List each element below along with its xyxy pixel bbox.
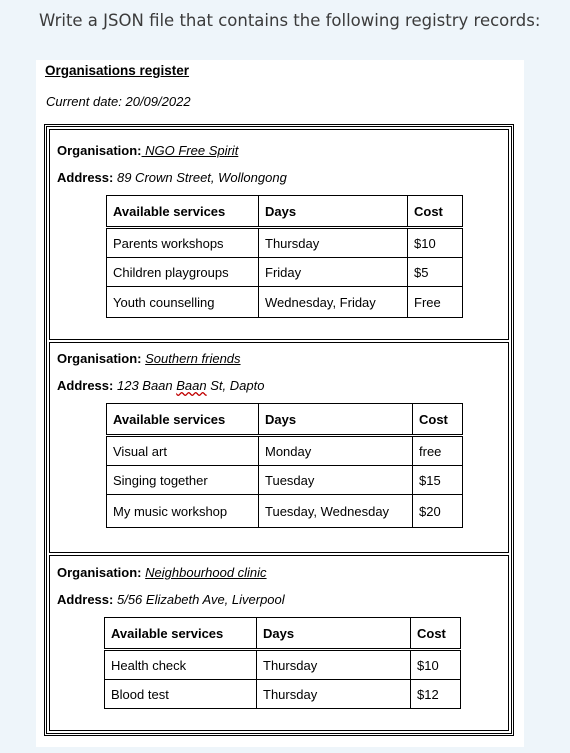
address-label: Address: (57, 378, 114, 393)
register-frame (44, 124, 514, 736)
service-cell: Health check (105, 650, 257, 680)
table-row (107, 436, 463, 466)
org-address: 89 Crown Street, Wollongong (116, 170, 287, 185)
services-table (104, 617, 461, 709)
col-services-header: Available services (105, 618, 257, 650)
table-row (107, 495, 463, 528)
days-cell: Thursday (257, 650, 411, 680)
org-1-name-line (57, 143, 238, 158)
table-header-row (107, 196, 463, 228)
org-address: 5/56 Elizabeth Ave, Liverpool (116, 592, 285, 607)
org-label: Organisation: (57, 351, 142, 366)
org-3-address-line (57, 592, 285, 607)
service-cell: Singing together (107, 466, 259, 495)
service-cell: Parents workshops (107, 228, 259, 258)
org-name: Southern friends (145, 351, 241, 366)
cost-cell: $10 (408, 228, 463, 258)
register-title: Organisations register (45, 63, 190, 78)
org-block-3 (49, 555, 509, 731)
org-name: Neighbourhood clinic (145, 565, 267, 580)
cost-cell: $12 (411, 680, 461, 709)
services-table (106, 195, 463, 318)
org-block-2 (49, 342, 509, 553)
table-row (107, 287, 463, 318)
cost-cell: $15 (413, 466, 463, 495)
col-days-header: Days (259, 196, 408, 228)
org-block-1 (49, 129, 509, 340)
address-label: Address: (57, 592, 114, 607)
days-cell: Tuesday, Wednesday (259, 495, 413, 528)
table-row (105, 680, 461, 709)
org-address-misspelled-word: Baan (176, 378, 207, 393)
table-header-row (107, 404, 463, 436)
org-2-address-line (57, 378, 264, 393)
col-services-header: Available services (107, 196, 259, 228)
org-label: Organisation: (57, 143, 142, 158)
table-row (107, 466, 463, 495)
registry-document-image (36, 60, 524, 747)
org-address-part: St, Dapto (206, 378, 265, 393)
cost-cell: Free (408, 287, 463, 318)
services-table (106, 403, 463, 528)
days-cell: Friday (259, 258, 408, 287)
org-1-address-line (57, 170, 287, 185)
col-days-header: Days (257, 618, 411, 650)
org-address-part: 123 Baan (116, 378, 177, 393)
service-cell: Visual art (107, 436, 259, 466)
cost-cell: $5 (408, 258, 463, 287)
col-cost-header: Cost (411, 618, 461, 650)
col-services-header: Available services (107, 404, 259, 436)
col-cost-header: Cost (413, 404, 463, 436)
org-2-name-line (57, 351, 241, 366)
org-label: Organisation: (57, 565, 142, 580)
days-cell: Wednesday, Friday (259, 287, 408, 318)
table-row (105, 650, 461, 680)
current-date: Current date: 20/09/2022 (46, 94, 191, 109)
col-days-header: Days (259, 404, 413, 436)
service-cell: Children playgroups (107, 258, 259, 287)
service-cell: Youth counselling (107, 287, 259, 318)
cost-cell: $20 (413, 495, 463, 528)
prompt-text: Write a JSON file that contains the following registry records: (39, 11, 541, 30)
cost-cell: free (413, 436, 463, 466)
org-name: NGO Free Spirit (141, 143, 239, 158)
service-cell: Blood test (105, 680, 257, 709)
days-cell: Tuesday (259, 466, 413, 495)
days-cell: Thursday (259, 228, 408, 258)
cost-cell: $10 (411, 650, 461, 680)
service-cell: My music workshop (107, 495, 259, 528)
days-cell: Thursday (257, 680, 411, 709)
address-label: Address: (57, 170, 114, 185)
table-row (107, 258, 463, 287)
org-3-name-line (57, 565, 267, 580)
table-row (107, 228, 463, 258)
table-header-row (105, 618, 461, 650)
col-cost-header: Cost (408, 196, 463, 228)
days-cell: Monday (259, 436, 413, 466)
